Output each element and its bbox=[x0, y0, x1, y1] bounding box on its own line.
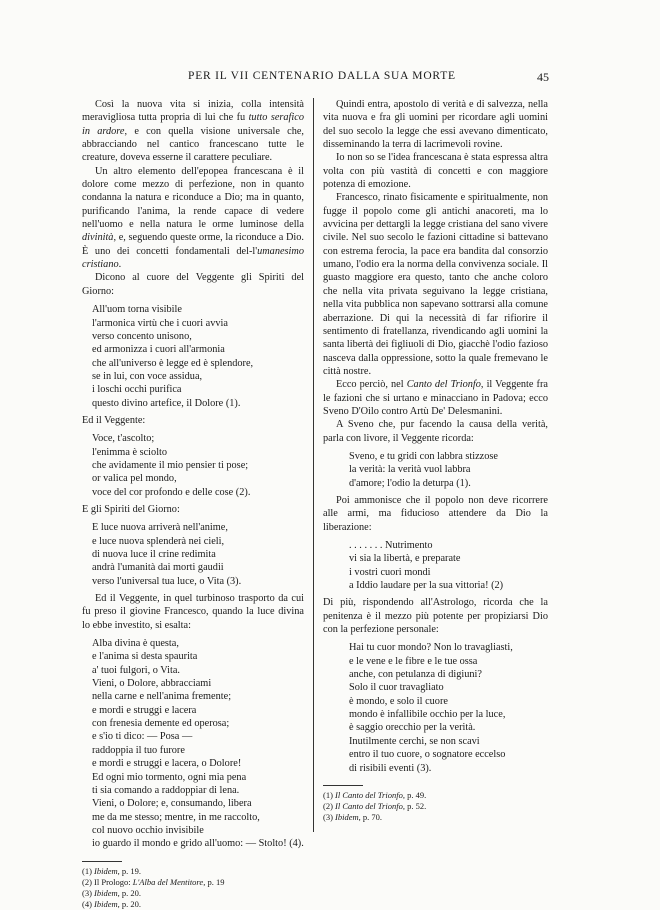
verse-line: E luce nuova arriverà nell'anime, bbox=[92, 522, 228, 534]
verse-line: Vieni, o Dolore; e, consumando, libera bbox=[92, 798, 252, 810]
verse-line: Sveno, e tu gridi con labbra stizzose bbox=[349, 450, 498, 462]
footnote-rule bbox=[82, 861, 122, 862]
paragraph: Un altro elemento dell'epopea francescana è il dolore come mezzo di perfezione, non in quanto condanna la natura e riconduce a Dio; ma in quanto, purificando l'anima, la rende capace di vedere nell'uomo e nella natura le orme luminose della divinità, e, seguendo queste orme, la riconduce a Dio. È uno dei concetti fondamentali del-l'umanesimo cristiano. bbox=[82, 165, 304, 271]
footnote: (2) Il Prologo: L'Alba del Mentitore, p. 19 bbox=[82, 876, 225, 887]
verse-line: Ed ogni mio tormento, ogni mia pena bbox=[92, 771, 247, 783]
verse-line: nella carne e nell'anima fremente; bbox=[92, 691, 232, 703]
verse-line: e luce nuova splenderà nei cieli, bbox=[92, 535, 225, 547]
verse-line: voce del cor profondo e delle cose (2). bbox=[92, 486, 251, 498]
footnote: (4) Ibidem, p. 20. bbox=[82, 898, 142, 909]
verse-line: a Iddio laudare per la sua vittoria! (2) bbox=[349, 580, 504, 592]
verse-line: Hai tu cuor mondo? Non lo travagliasti, bbox=[349, 642, 513, 654]
verse-block bbox=[323, 450, 548, 490]
verse-line: anche, con petulanza di digiuni? bbox=[349, 669, 482, 681]
verse-line: Inutilmente cerchi, se non scavi bbox=[349, 735, 480, 747]
paragraph: Francesco, rinato fisicamente e spiritualmente, non fugge il popolo come gli antichi anacoreti, ma lo avvicina per dettargli la legge cristiana del sano vivere civile. Nel suo secolo le fazioni cittadine si battevano con estrema ferocia, la pace era bandita dal consorzio umano, l'odio era la norma della convivenza sociale. Il guasto maggiore era questo, tanto che anche coloro che nella vita privata seguivano la legge cristiana, nella vita pubblica non sapevano sottrarsi alla comune aberrazione. Di qui la necessità di far rifiorire il sentimento di fratellanza, rivendicando agli uomini la santa libertà dei figliuoli di Dio, giacchè l'odio fazioso nasceva dalla oppressione, sotto la quale fremevano le città nostre. bbox=[323, 192, 548, 377]
column-divider bbox=[313, 98, 314, 832]
verse-block bbox=[82, 303, 304, 410]
verse-block bbox=[82, 637, 304, 851]
verse-line: io guardo il mondo e grido all'uomo: — Stolto! (4). bbox=[92, 838, 304, 850]
verse-line: e s'io ti dico: — Posa — bbox=[92, 731, 193, 743]
footnote: (3) Ibidem, p. 70. bbox=[323, 811, 383, 822]
footnotes bbox=[323, 790, 548, 823]
paragraph: Quindi entra, apostolo di verità e di salvezza, nella vita nuova e fra gli uomini per ricordare agli uomini del suo secolo la legge che essi avevano dimenticato, disseminando la terra di lacrimevoli rovine. bbox=[323, 99, 548, 151]
footnote-rule bbox=[323, 785, 363, 786]
verse-line: ed armonizza i cuori all'armonia bbox=[92, 344, 225, 356]
verse-line: l'armonica virtù che i cuori avvia bbox=[92, 317, 228, 329]
verse-line: . . . . . . . Nutrimento bbox=[349, 540, 433, 551]
verse-line: che avidamente il mio pensier ti pose; bbox=[92, 459, 249, 471]
paragraph: E gli Spiriti del Giorno: bbox=[82, 503, 180, 515]
verse-line: a' tuoi fulgori, o Vita. bbox=[92, 664, 180, 676]
verse-line: di nuova luce il crine redimita bbox=[92, 549, 216, 560]
paragraph: Così la nuova vita si inizia, colla intensità meravigliosa tutta propria di lui che fu tutto serafico in ardore, e con quella visione universale che, abbracciando nel cantico francescano tutte le creature, doveva esserne il carattere peculiare. bbox=[82, 99, 304, 164]
page-number: 45 bbox=[537, 70, 549, 84]
verse-line: ti sia comando a raddoppiar di lena. bbox=[92, 784, 240, 796]
verse-line: la verità: la verità vuol labbra bbox=[349, 464, 471, 476]
verse-line: l'enimma è sciolto bbox=[92, 446, 168, 458]
verse-line: e mordi e struggi e lacera, o Dolore! bbox=[92, 758, 242, 770]
verse-line: i vostri cuori mondi bbox=[349, 566, 431, 578]
verse-line: è saggio orecchio per la verità. bbox=[349, 722, 476, 734]
verse-line: Alba divina è questa, bbox=[92, 638, 179, 650]
paragraph: Io non so se l'idea francescana è stata espressa altra volta con più vastità di concetti e con maggiore potenza di emozione. bbox=[323, 152, 548, 191]
running-title: PER IL VII CENTENARIO DALLA SUA MORTE bbox=[188, 70, 456, 82]
verse-line: raddoppia il tuo furore bbox=[92, 744, 185, 756]
verse-line: All'uom torna visibile bbox=[92, 304, 182, 316]
footnotes bbox=[82, 866, 304, 910]
verse-line: e mordi e struggi e lacera bbox=[92, 704, 197, 716]
verse-line: Solo il cuor travagliato bbox=[349, 682, 444, 694]
verse-block bbox=[323, 539, 548, 592]
verse-line: andrà l'umanità dai morti gaudii bbox=[92, 562, 224, 574]
paragraph: Poi ammonisce che il popolo non deve ricorrere alle armi, ma fiducioso attendere da Dio la liberazione: bbox=[323, 494, 548, 533]
verse-line: entro il tuo cuore, o sognatore eccelso bbox=[349, 749, 506, 761]
footnote: (1) Ibidem, p. 19. bbox=[82, 865, 142, 876]
verse-line: i loschi occhi purifica bbox=[92, 384, 182, 396]
paragraph: Ed il Veggente: bbox=[82, 414, 146, 426]
paragraph: A Sveno che, pur facendo la causa della verità, parla con livore, il Veggente ricorda: bbox=[323, 419, 548, 444]
verse-line: d'amore; l'odio la deturpa (1). bbox=[349, 477, 471, 489]
verse-line: col nuovo occhio invisibile bbox=[92, 824, 204, 836]
paragraph: Dicono al cuore del Veggente gli Spiriti del Giorno: bbox=[82, 272, 304, 297]
verse-line: che all'universo è legge ed è splendore, bbox=[92, 357, 254, 369]
running-header bbox=[72, 70, 557, 88]
verse-line: se in lui, con voce assidua, bbox=[92, 370, 203, 382]
verse-block bbox=[82, 432, 304, 499]
verse-line: Vieni, o Dolore, abbracciami bbox=[92, 678, 212, 690]
verse-line: Voce, t'ascolto; bbox=[92, 433, 155, 445]
verse-line: verso concento unisono, bbox=[92, 330, 192, 342]
verse-line: vi sia la libertà, e preparate bbox=[349, 553, 461, 565]
verse-line: è mondo, e solo il cuore bbox=[349, 695, 448, 707]
verse-line: me da me stesso; mentre, in me raccolto, bbox=[92, 811, 260, 823]
verse-block bbox=[323, 641, 548, 774]
verse-line: e l'anima si desta spaurita bbox=[92, 651, 198, 663]
verse-line: or valica pel mondo, bbox=[92, 473, 177, 485]
verse-line: mondo è infallibile occhio per la luce, bbox=[349, 709, 506, 721]
verse-line: di risibili eventi (3). bbox=[349, 762, 432, 774]
verse-line: questo divino artefice, il Dolore (1). bbox=[92, 397, 241, 409]
verse-line: e le vene e le fibre e le tue ossa bbox=[349, 655, 478, 667]
paragraph: Ed il Veggente, in quel turbinoso trasporto da cui fu preso il giovine Francesco, quando la luce divina lo ebbe investito, si esalta: bbox=[82, 593, 304, 631]
footnote: (2) Il Canto del Trionfo, p. 52. bbox=[323, 800, 427, 811]
left-column bbox=[82, 98, 304, 910]
verse-block bbox=[82, 521, 304, 588]
verse-line: verso l'universal tua luce, o Vita (3). bbox=[92, 575, 242, 587]
paragraph: Di più, rispondendo all'Astrologo, ricorda che la penitenza è il mezzo più potente per propiziarsi Dio con la perfezione personale: bbox=[323, 597, 548, 636]
paragraph: Ecco perciò, nel Canto del Trionfo, il Veggente fra le fazioni che si urtano e minacciano in Padova; ecco Sveno D'Oilo contro Artù De' Delesmanini. bbox=[323, 379, 548, 417]
footnote: (1) Il Canto del Trionfo, p. 49. bbox=[323, 789, 427, 800]
verse-line: con frenesia demente ed operosa; bbox=[92, 718, 230, 730]
right-column bbox=[323, 98, 548, 823]
footnote: (3) Ibidem, p. 20. bbox=[82, 887, 142, 898]
